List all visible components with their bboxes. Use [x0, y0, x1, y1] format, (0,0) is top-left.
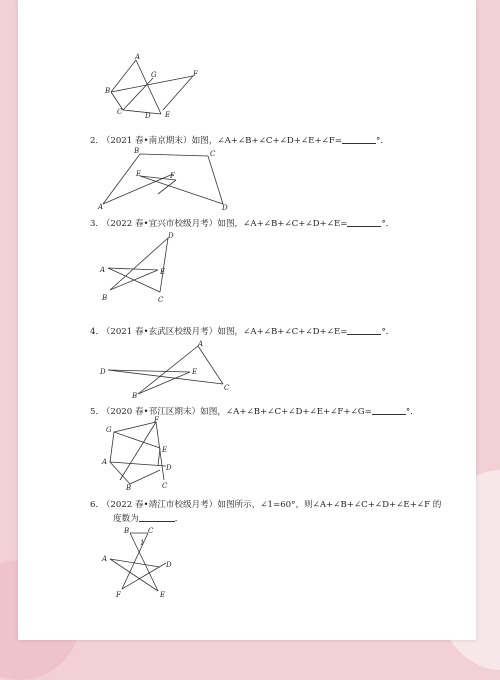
label-g: G — [106, 426, 112, 434]
question-6: 6． （2022 春•靖江市校级月考）如图所示，∠1=60°，则∠A+∠B+∠C+∠D+∠E+∠F 的 — [90, 500, 442, 510]
figure-2 — [98, 146, 228, 210]
answer-blank-5[interactable] — [372, 406, 406, 415]
label-b: B — [134, 147, 140, 155]
label-a: A — [100, 266, 106, 274]
label-b: B — [102, 294, 108, 302]
question-6-line2: 度数为 ． — [113, 514, 184, 524]
label-e: E — [165, 111, 171, 119]
question-4: 4． （2021 春•玄武区校级月考）如图，∠A+∠B+∠C+∠D+∠E= °． — [90, 327, 395, 337]
label-c: C — [210, 150, 216, 158]
label-d: D — [145, 112, 151, 120]
label-f: F — [154, 416, 159, 424]
figure-1 — [103, 52, 203, 122]
answer-blank-6[interactable] — [139, 513, 175, 522]
label-e: E — [160, 268, 166, 276]
label-b: B — [126, 484, 132, 492]
label-c: C — [162, 482, 168, 490]
question-5: 5． （2020 春•邗江区期末）如图，∠A+∠B+∠C+∠D+∠E+∠F+∠G= °． — [90, 407, 419, 417]
answer-blank-2[interactable] — [342, 135, 376, 144]
figure-3 — [98, 230, 198, 306]
label-c: C — [158, 296, 164, 304]
label-b: B — [132, 392, 138, 400]
label-b: B — [124, 527, 130, 535]
question-3: 3． （2022 春•宜兴市校级月考）如图，∠A+∠B+∠C+∠D+∠E= °． — [90, 219, 395, 229]
label-a: A — [102, 458, 108, 466]
label-a: A — [98, 203, 104, 211]
label-f: F — [116, 591, 121, 599]
label-d: D — [168, 232, 174, 240]
question-2: 2． （2021 春•南京期末）如图，∠A+∠B+∠C+∠D+∠E+∠F= °． — [90, 136, 389, 146]
label-c: C — [117, 108, 123, 116]
figure-4 — [98, 338, 238, 400]
label-f: F — [170, 172, 175, 180]
answer-blank-3[interactable] — [347, 218, 381, 227]
label-c: C — [148, 527, 154, 535]
label-g: G — [151, 71, 157, 79]
label-a: A — [102, 555, 108, 563]
label-e: E — [192, 368, 198, 376]
label-e: E — [160, 591, 166, 599]
angle-1-label: 1 — [140, 539, 145, 547]
label-a: A — [135, 53, 141, 61]
worksheet-page — [18, 0, 476, 640]
label-b: B — [105, 87, 111, 95]
label-d: D — [166, 561, 172, 569]
label-d: D — [100, 368, 106, 376]
label-f: F — [193, 70, 198, 78]
label-c: C — [224, 384, 230, 392]
figure-5 — [100, 418, 190, 490]
label-d: D — [166, 464, 172, 472]
figure-6 — [100, 527, 190, 599]
label-d: D — [222, 204, 228, 212]
label-e: E — [136, 170, 142, 178]
label-a: A — [198, 340, 204, 348]
answer-blank-4[interactable] — [347, 326, 381, 335]
label-e: E — [162, 446, 168, 454]
